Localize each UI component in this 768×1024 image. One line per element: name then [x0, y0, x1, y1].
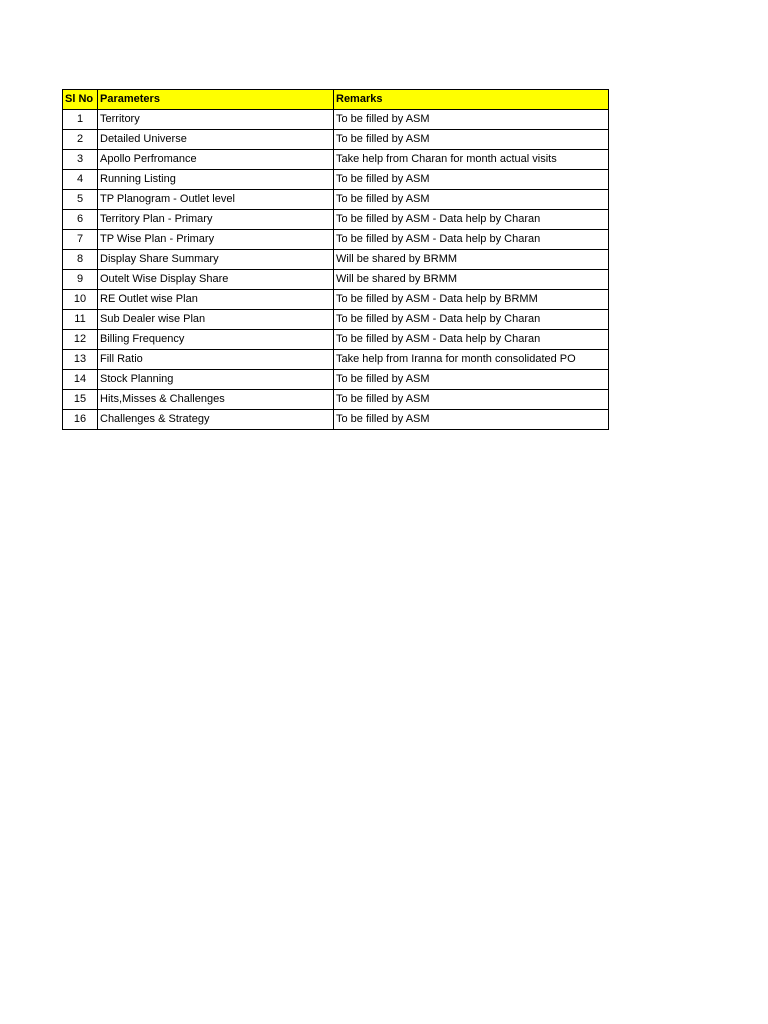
table-row: [63, 330, 609, 350]
table-row: [63, 210, 609, 230]
row-sl-no: 6: [63, 210, 98, 230]
row-sl-no: 12: [63, 330, 98, 350]
row-remark: Take help from Charan for month actual visits: [334, 150, 609, 170]
row-parameter: Stock Planning: [98, 370, 334, 390]
row-remark: Will be shared by BRMM: [334, 270, 609, 290]
row-parameter: Display Share Summary: [98, 250, 334, 270]
table-row: [63, 250, 609, 270]
row-sl-no: 15: [63, 390, 98, 410]
row-remark: To be filled by ASM: [334, 410, 609, 430]
row-sl-no: 1: [63, 110, 98, 130]
table-row: [63, 390, 609, 410]
row-sl-no: 9: [63, 270, 98, 290]
row-parameter: Challenges & Strategy: [98, 410, 334, 430]
row-sl-no: 4: [63, 170, 98, 190]
row-remark: To be filled by ASM: [334, 130, 609, 150]
row-parameter: Sub Dealer wise Plan: [98, 310, 334, 330]
header-row: [63, 90, 609, 110]
row-parameter: Outelt Wise Display Share: [98, 270, 334, 290]
row-sl-no: 3: [63, 150, 98, 170]
parameters-table: [62, 89, 609, 430]
row-remark: To be filled by ASM - Data help by BRMM: [334, 290, 609, 310]
row-parameter: Territory: [98, 110, 334, 130]
row-remark: To be filled by ASM - Data help by Charan: [334, 210, 609, 230]
row-remark: To be filled by ASM: [334, 190, 609, 210]
row-parameter: Detailed Universe: [98, 130, 334, 150]
row-parameter: TP Wise Plan - Primary: [98, 230, 334, 250]
row-parameter: Territory Plan - Primary: [98, 210, 334, 230]
table-body: [63, 110, 609, 430]
row-remark: To be filled by ASM - Data help by Charan: [334, 230, 609, 250]
row-sl-no: 5: [63, 190, 98, 210]
row-parameter: Hits,Misses & Challenges: [98, 390, 334, 410]
table-row: [63, 190, 609, 210]
table-row: [63, 270, 609, 290]
row-remark: Take help from Iranna for month consolidated PO: [334, 350, 609, 370]
header-sl-no: Sl No: [63, 90, 98, 110]
row-sl-no: 7: [63, 230, 98, 250]
table-row: [63, 370, 609, 390]
row-sl-no: 14: [63, 370, 98, 390]
table-row: [63, 230, 609, 250]
row-parameter: TP Planogram - Outlet level: [98, 190, 334, 210]
row-remark: To be filled by ASM - Data help by Charan: [334, 310, 609, 330]
row-remark: To be filled by ASM - Data help by Charan: [334, 330, 609, 350]
table-row: [63, 410, 609, 430]
table-row: [63, 150, 609, 170]
row-parameter: Apollo Perfromance: [98, 150, 334, 170]
table-row: [63, 130, 609, 150]
table-row: [63, 110, 609, 130]
row-remark: To be filled by ASM: [334, 370, 609, 390]
row-parameter: Fill Ratio: [98, 350, 334, 370]
table-row: [63, 310, 609, 330]
row-sl-no: 10: [63, 290, 98, 310]
row-sl-no: 13: [63, 350, 98, 370]
row-sl-no: 11: [63, 310, 98, 330]
table-row: [63, 290, 609, 310]
row-sl-no: 16: [63, 410, 98, 430]
row-remark: To be filled by ASM: [334, 110, 609, 130]
table-row: [63, 350, 609, 370]
row-parameter: Running Listing: [98, 170, 334, 190]
row-parameter: RE Outlet wise Plan: [98, 290, 334, 310]
row-remark: Will be shared by BRMM: [334, 250, 609, 270]
row-remark: To be filled by ASM: [334, 170, 609, 190]
row-sl-no: 8: [63, 250, 98, 270]
row-sl-no: 2: [63, 130, 98, 150]
table-row: [63, 170, 609, 190]
header-remarks: Remarks: [334, 90, 609, 110]
row-parameter: Billing Frequency: [98, 330, 334, 350]
header-parameters: Parameters: [98, 90, 334, 110]
row-remark: To be filled by ASM: [334, 390, 609, 410]
